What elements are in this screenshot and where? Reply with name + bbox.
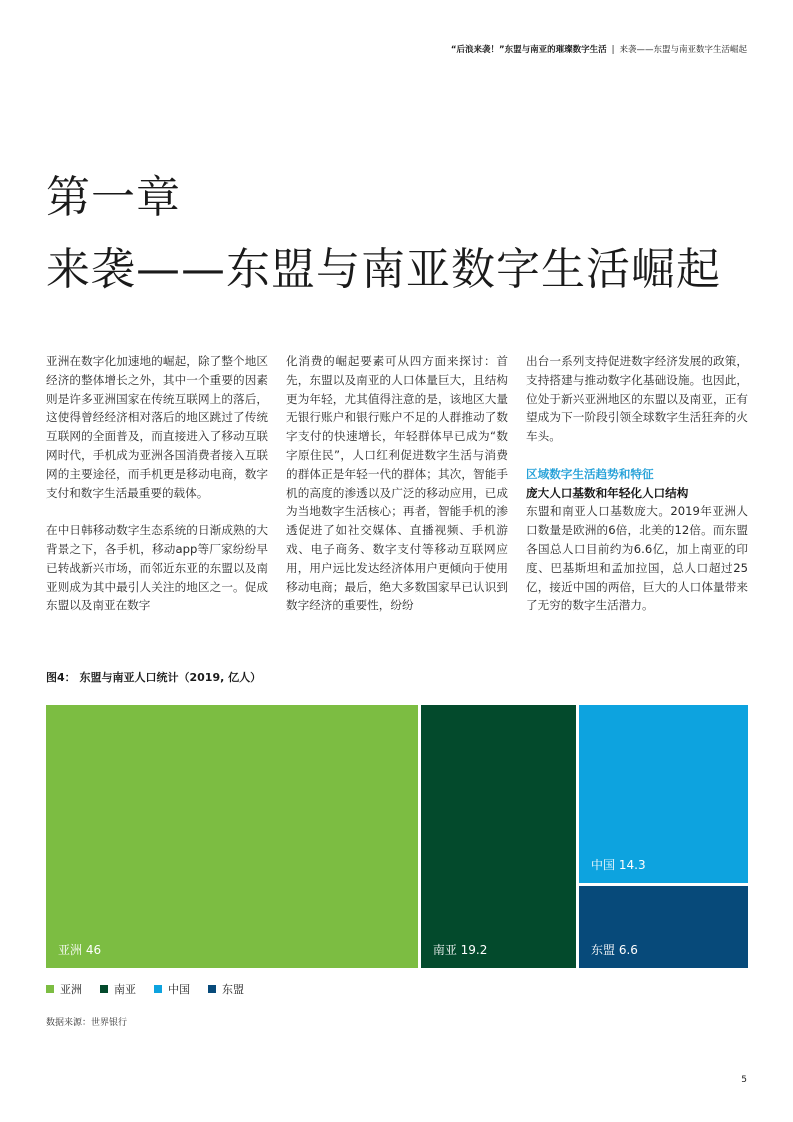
- legend-swatch: [46, 985, 54, 993]
- text-column-1: [46, 352, 268, 634]
- treemap-tile-label: 亚洲 46: [58, 943, 102, 957]
- section-heading: 区域数字生活趋势和特征: [526, 466, 654, 481]
- header-subtitle: 来袭——东盟与南亚数字生活崛起: [619, 45, 747, 55]
- legend-label: 南亚: [114, 983, 136, 996]
- text-column-3: [526, 352, 748, 634]
- legend-item-0: [46, 981, 82, 997]
- legend-label: 中国: [168, 983, 190, 996]
- legend-label: 亚洲: [60, 983, 82, 996]
- page-number: 5: [741, 1075, 747, 1085]
- text-column-2: [286, 352, 508, 634]
- data-source: 数据来源：世界银行: [46, 1018, 128, 1028]
- chart-legend: [46, 981, 244, 997]
- running-header: [451, 43, 747, 55]
- treemap-tile-2: [579, 705, 748, 883]
- treemap-tile-label: 中国 14.3: [591, 857, 646, 872]
- legend-swatch: [100, 985, 108, 993]
- figure-title: 图4： 东盟与南亚人口统计（2019, 亿人）: [46, 671, 262, 684]
- paragraph: 在中日韩移动数字生态系统的日渐成熟的大背景之下，各手机，移动app等厂家纷纷早已转战新兴市场，而邻近东亚的东盟以及南亚则成为其中最引人关注的地区之一。促成东盟以及南亚在数字: [46, 523, 268, 613]
- legend-item-2: [154, 981, 190, 997]
- treemap-tile-1: [421, 705, 576, 968]
- treemap-tile-0: [46, 705, 418, 968]
- paragraph: 化消费的崛起要素可从四方面来探讨：首先，东盟以及南亚的人口体量巨大，且结构更为年轻，尤其值得注意的是，该地区大量无银行账户和银行账户不足的人群推动了数字支付的快速增长，年轻群体早已成为“数字原住民”，人口红利促进数字生活与消费的群体正是年轻一代的群体；其次，智能手机的高度的渗透以及广泛的移动应用，已成为当地数字生活核心；再者，智能手机的渗透促进了如社交媒体、直播视频、手机游戏、电子商务、数字支付等移动互联网应用，用户远比发达经济体用户更倾向于使用移动电商；最后，绝大多数国家早已认识到数字经济的重要性，纷纷: [286, 354, 508, 613]
- treemap-tile-label: 东盟 6.6: [591, 942, 638, 957]
- legend-item-1: [100, 981, 136, 997]
- chapter-number: 第一章: [46, 172, 181, 223]
- legend-swatch: [154, 985, 162, 993]
- chapter-title: 来袭——东盟与南亚数字生活崛起: [46, 244, 721, 295]
- legend-item-3: [208, 981, 244, 997]
- paragraph: 出台一系列支持促进数字经济发展的政策，支持搭建与推动数字化基础设施。也因此，位处于新兴亚洲地区的东盟以及南亚，正有望成为下一阶段引领全球数字生活狂奔的火车头。: [526, 354, 748, 444]
- paragraph: 东盟和南亚人口基数庞大。2019年亚洲人口数量是欧洲的6倍，北美的12倍。而东盟各国总人口目前约为6.6亿，加上南亚的印度、巴基斯坦和孟加拉国，总人口超过25亿，接近中国的两倍，巨大的人口体量带来了无穷的数字生活潜力。: [526, 504, 748, 613]
- paragraph: 亚洲在数字化加速地的崛起，除了整个地区经济的整体增长之外，其中一个重要的因素则是许多亚洲国家在传统互联网上的落后，这使得曾经经济相对落后的地区跳过了传统互联网的全面普及，而直接进入了移动互联网时代，手机成为亚洲各国消费者接入互联网的主要途径，而手机更是移动电商，数字支付和数字生活最重要的载体。: [46, 354, 268, 500]
- header-separator: |: [611, 45, 615, 55]
- treemap-tile-label: 南亚 19.2: [432, 943, 488, 957]
- subsection-heading: 庞大人口基数和年轻化人口结构: [526, 485, 689, 500]
- header-title: “后浪来袭！”东盟与南亚的璀璨数字生活: [450, 45, 607, 55]
- legend-swatch: [208, 985, 216, 993]
- legend-label: 东盟: [222, 983, 244, 996]
- treemap-tile-3: [579, 886, 748, 968]
